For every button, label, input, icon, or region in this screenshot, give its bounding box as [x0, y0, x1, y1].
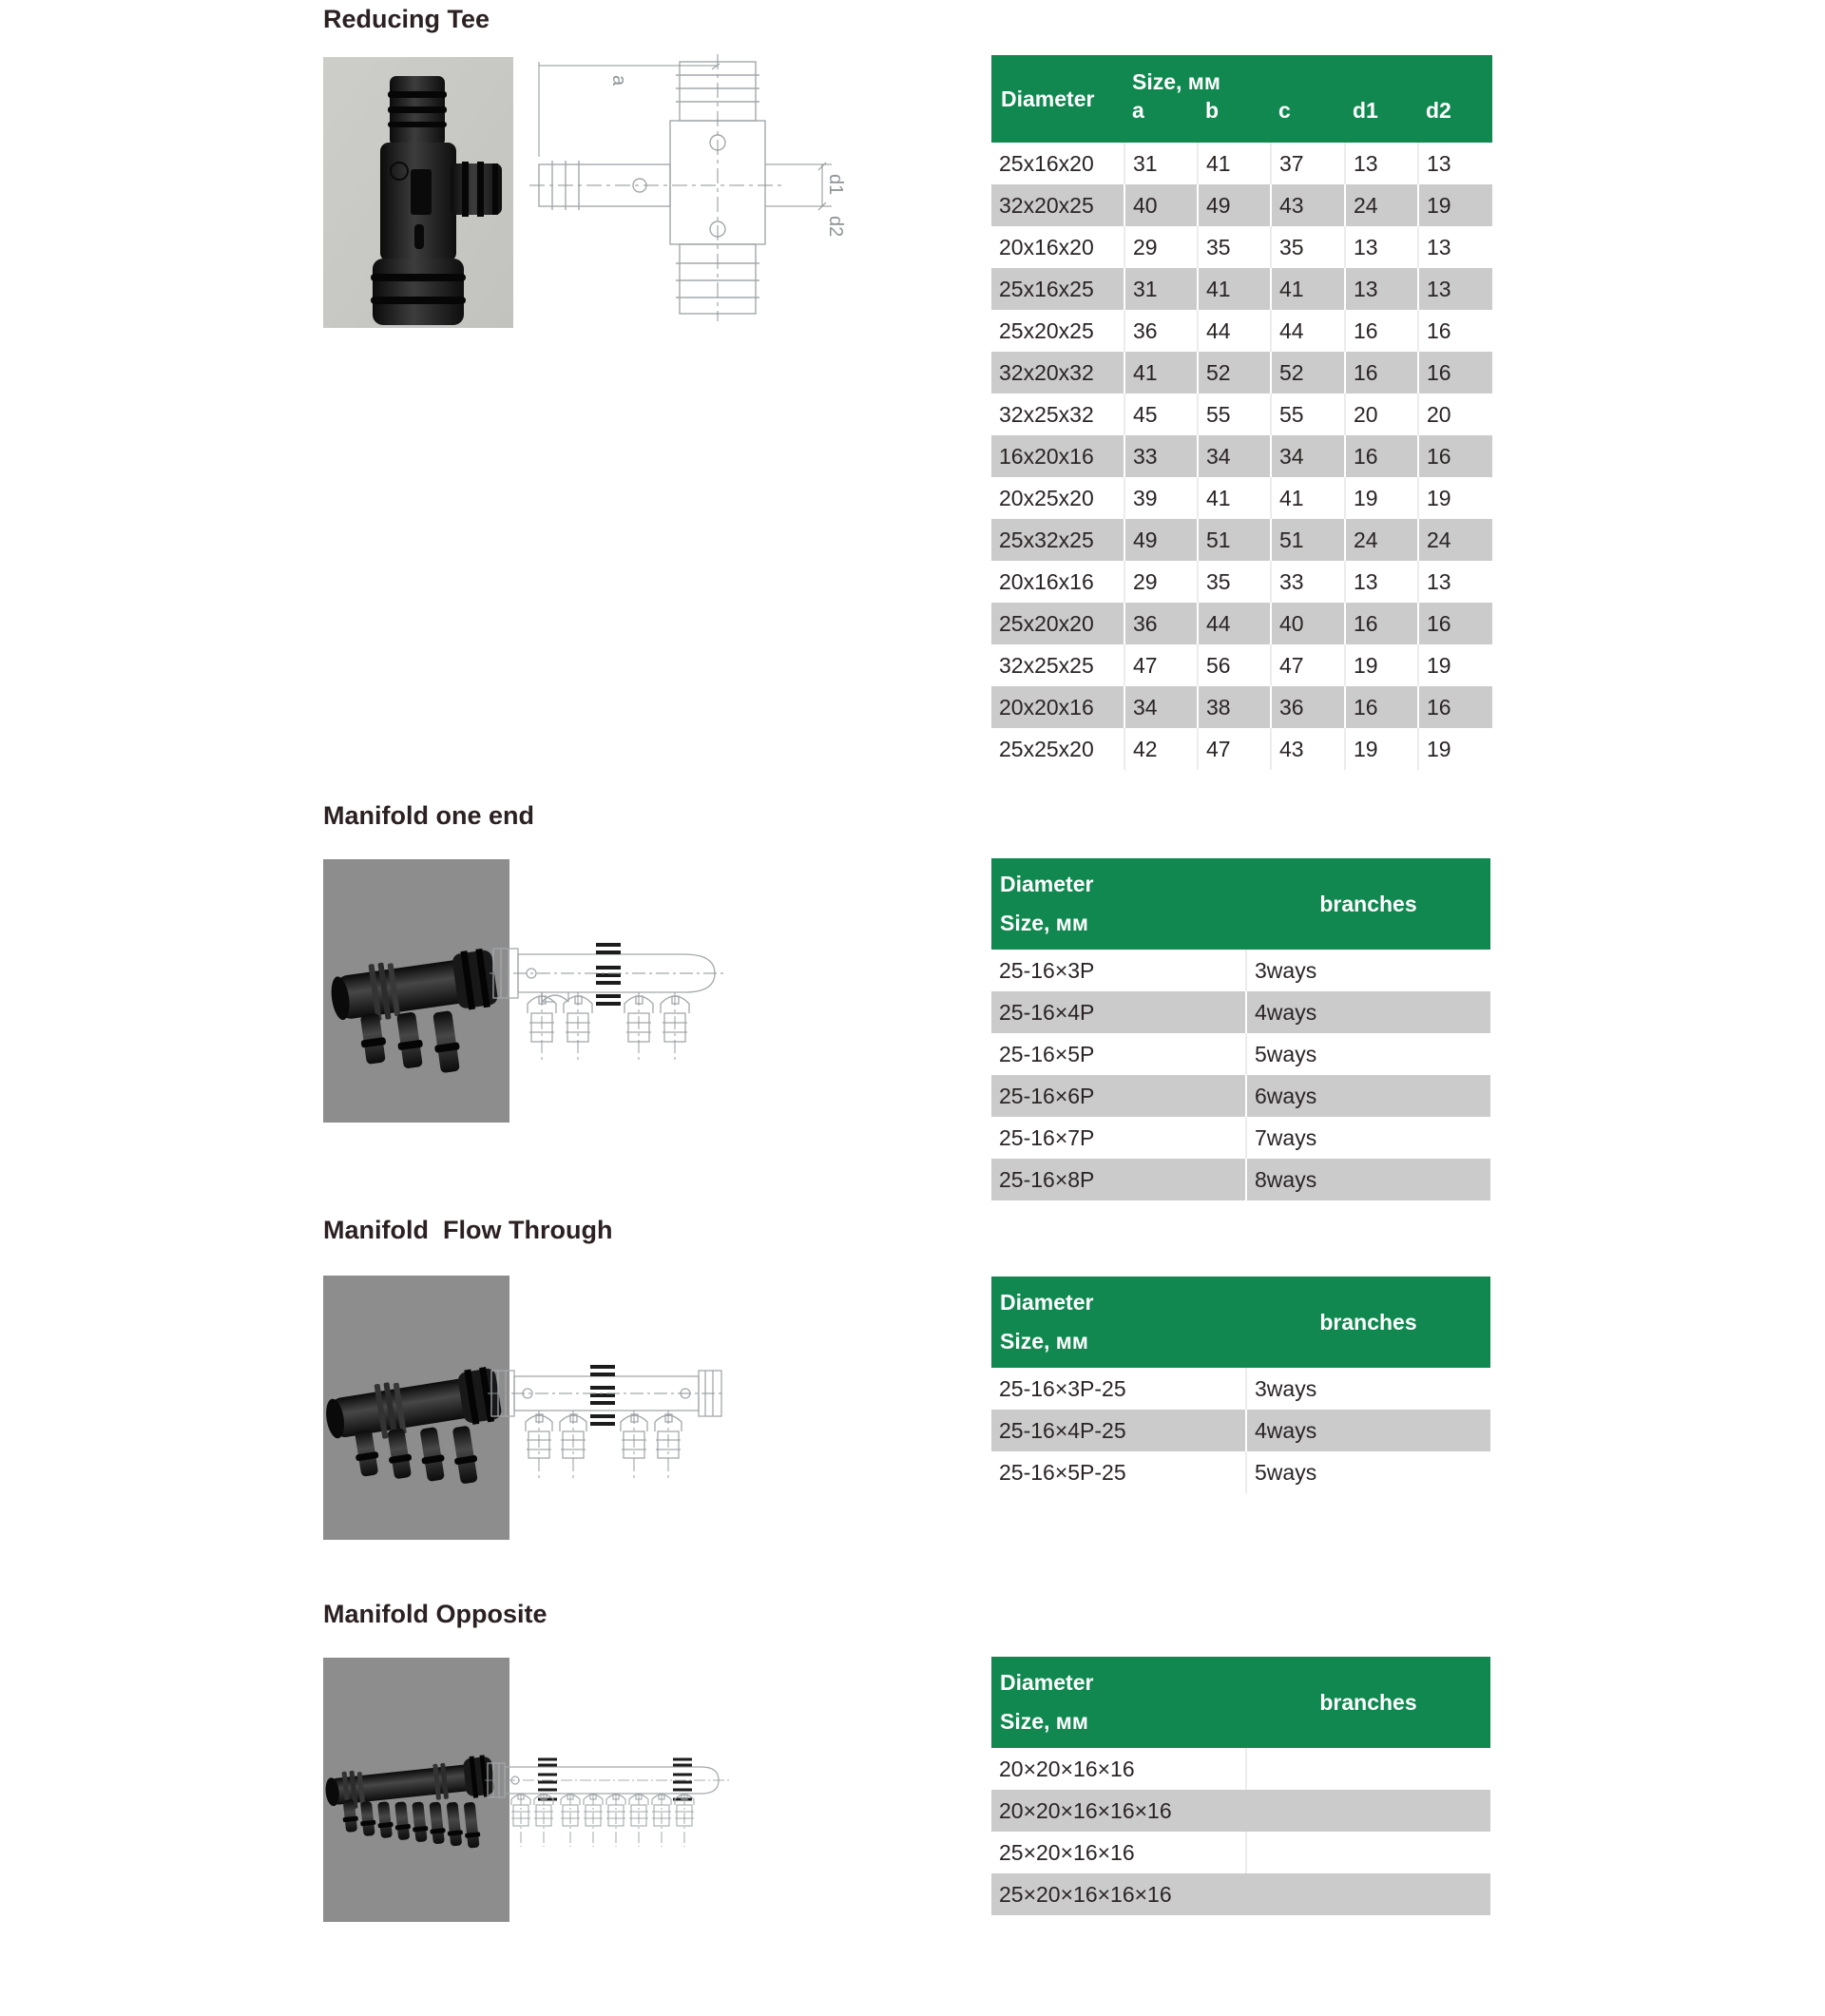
cell-diameter: 25x25x20: [991, 728, 1124, 770]
col-header-branches: branches: [1246, 1657, 1490, 1748]
table-row: [991, 435, 1492, 477]
cell-diameter: 20x25x20: [991, 477, 1124, 519]
table-row: [991, 1410, 1490, 1451]
cell-branches: 4ways: [1246, 1410, 1490, 1451]
manifold-one-end-photo-graphic: [323, 859, 509, 1123]
table-row: [991, 728, 1492, 770]
col-header-diameter-size: [991, 1277, 1246, 1368]
dim-label-a: a: [608, 75, 629, 86]
table-row: [991, 1832, 1490, 1873]
cell-d1: 20: [1345, 394, 1418, 435]
table-row: [991, 950, 1490, 991]
header-line-size: Size, мм: [1000, 1329, 1088, 1354]
cell-diameter: 25x16x20: [991, 143, 1124, 184]
product-photo-manifold-flow-through: [323, 1276, 509, 1540]
table-row: [991, 1451, 1490, 1493]
cell-diameter: 25-16×3P: [991, 950, 1246, 991]
header-line-size: Size, мм: [1000, 911, 1088, 935]
cell-a: 42: [1124, 728, 1198, 770]
cell-diameter: 32x25x25: [991, 644, 1124, 686]
cell-a: 31: [1124, 143, 1198, 184]
cell-d2: 16: [1418, 310, 1492, 352]
cell-d1: 19: [1345, 644, 1418, 686]
table-row: [991, 310, 1492, 352]
product-photo-manifold-one-end: [323, 859, 509, 1123]
cell-d2: 16: [1418, 352, 1492, 394]
col-header-c: c: [1271, 97, 1345, 143]
cell-c: 35: [1271, 226, 1345, 268]
col-header-diameter: Diameter: [991, 55, 1124, 143]
col-header-diameter-size: [991, 858, 1246, 950]
cell-c: 47: [1271, 644, 1345, 686]
cell-branches: 6ways: [1246, 1075, 1490, 1117]
table-row: [991, 1075, 1490, 1117]
cell-a: 40: [1124, 184, 1198, 226]
cell-diameter: 20x16x16: [991, 561, 1124, 603]
table-row: [991, 477, 1492, 519]
cell-a: 31: [1124, 268, 1198, 310]
cell-diameter: 25x20x20: [991, 603, 1124, 644]
section-title-manifold-flow-through: Manifold Flow Through: [323, 1216, 613, 1244]
cell-b: 41: [1198, 477, 1271, 519]
cell-d1: 24: [1345, 184, 1418, 226]
cell-c: 43: [1271, 728, 1345, 770]
col-header-branches: branches: [1246, 1277, 1490, 1368]
cell-b: 44: [1198, 310, 1271, 352]
header-line-diameter: Diameter: [1000, 1290, 1094, 1315]
technical-drawing-manifold-one-end: [490, 930, 727, 1080]
col-header-diameter-size: [991, 1657, 1246, 1748]
cell-c: 43: [1271, 184, 1345, 226]
technical-drawing-reducing-tee: [528, 52, 884, 323]
cell-branches: [1246, 1832, 1490, 1873]
cell-d2: 24: [1418, 519, 1492, 561]
cell-a: 33: [1124, 435, 1198, 477]
cell-b: 35: [1198, 561, 1271, 603]
cell-a: 45: [1124, 394, 1198, 435]
cell-branches: 7ways: [1246, 1117, 1490, 1159]
col-header-a: a: [1124, 97, 1198, 143]
cell-b: 49: [1198, 184, 1271, 226]
section-title-reducing-tee: Reducing Tee: [323, 5, 490, 33]
cell-d1: 16: [1345, 435, 1418, 477]
table-row: [991, 143, 1492, 184]
reducing-tee-table: [991, 55, 1492, 770]
table-row: [991, 686, 1492, 728]
col-header-d1: d1: [1345, 97, 1418, 143]
col-header-d2: d2: [1418, 97, 1492, 143]
cell-c: 37: [1271, 143, 1345, 184]
cell-d1: 16: [1345, 310, 1418, 352]
section-title-manifold-opposite: Manifold Opposite: [323, 1600, 548, 1628]
header-line-diameter: Diameter: [1000, 1670, 1094, 1695]
cell-d2: 13: [1418, 561, 1492, 603]
cell-b: 55: [1198, 394, 1271, 435]
cell-diameter: 20×20×16×16×16: [991, 1790, 1490, 1832]
cell-diameter: 25x32x25: [991, 519, 1124, 561]
cell-diameter: 20x20x16: [991, 686, 1124, 728]
cell-d2: 16: [1418, 603, 1492, 644]
cell-diameter: 25-16×4P-25: [991, 1410, 1246, 1451]
table-row: [991, 603, 1492, 644]
table-row: [991, 1117, 1490, 1159]
cell-b: 51: [1198, 519, 1271, 561]
cell-d2: 16: [1418, 435, 1492, 477]
cell-diameter: 16x20x16: [991, 435, 1124, 477]
cell-d2: 20: [1418, 394, 1492, 435]
cell-d1: 16: [1345, 352, 1418, 394]
cell-d1: 19: [1345, 477, 1418, 519]
col-header-size-group: Size, мм: [1124, 55, 1492, 97]
table-row: [991, 991, 1490, 1033]
cell-d1: 16: [1345, 603, 1418, 644]
table-header-row: [991, 1657, 1490, 1748]
manifold-flow-through-table: [991, 1277, 1490, 1493]
product-photo-reducing-tee: [323, 57, 513, 328]
header-line-size: Size, мм: [1000, 1709, 1088, 1734]
table-header-row: [991, 858, 1490, 950]
cell-branches: 5ways: [1246, 1033, 1490, 1075]
cell-branches: 3ways: [1246, 1368, 1490, 1410]
cell-a: 41: [1124, 352, 1198, 394]
cell-a: 29: [1124, 561, 1198, 603]
cell-diameter: 25×20×16×16: [991, 1832, 1246, 1873]
cell-c: 33: [1271, 561, 1345, 603]
cell-branches: 8ways: [1246, 1159, 1490, 1200]
cell-diameter: 20×20×16×16: [991, 1748, 1246, 1790]
dim-label-d1: d1: [825, 174, 846, 196]
manifold-opposite-drawing-graphic: [485, 1752, 734, 1854]
cell-c: 44: [1271, 310, 1345, 352]
technical-drawing-manifold-flow-through: [488, 1357, 725, 1490]
cell-diameter: 32x20x25: [991, 184, 1124, 226]
reducing-tee-photo-graphic: [323, 57, 513, 328]
table-header-row: [991, 1277, 1490, 1368]
col-header-b: b: [1198, 97, 1271, 143]
reducing-tee-drawing-graphic: [528, 52, 884, 323]
cell-b: 41: [1198, 143, 1271, 184]
table-row: [991, 394, 1492, 435]
table-row: [991, 1033, 1490, 1075]
col-header-branches: branches: [1246, 858, 1490, 950]
table-row: [991, 1873, 1490, 1915]
cell-d1: 13: [1345, 143, 1418, 184]
cell-b: 34: [1198, 435, 1271, 477]
cell-diameter: 25x20x25: [991, 310, 1124, 352]
section-title-manifold-one-end: Manifold one end: [323, 801, 534, 830]
cell-a: 36: [1124, 603, 1198, 644]
table-row: [991, 1790, 1490, 1832]
cell-d2: 19: [1418, 477, 1492, 519]
cell-diameter: 25×20×16×16×16: [991, 1873, 1490, 1915]
manifold-opposite-photo-graphic: [323, 1658, 509, 1922]
cell-d2: 19: [1418, 184, 1492, 226]
cell-diameter: 25-16×8P: [991, 1159, 1246, 1200]
cell-d2: 19: [1418, 644, 1492, 686]
cell-b: 56: [1198, 644, 1271, 686]
cell-diameter: 25-16×5P-25: [991, 1451, 1246, 1493]
cell-a: 29: [1124, 226, 1198, 268]
cell-a: 36: [1124, 310, 1198, 352]
table-row: [991, 1159, 1490, 1200]
cell-c: 51: [1271, 519, 1345, 561]
table-row: [991, 352, 1492, 394]
table-row: [991, 644, 1492, 686]
cell-b: 52: [1198, 352, 1271, 394]
dim-label-d2: d2: [825, 216, 846, 238]
cell-a: 39: [1124, 477, 1198, 519]
table-header-row: [991, 55, 1492, 97]
cell-diameter: 25-16×6P: [991, 1075, 1246, 1117]
cell-diameter: 25-16×3P-25: [991, 1368, 1246, 1410]
cell-d1: 24: [1345, 519, 1418, 561]
cell-c: 34: [1271, 435, 1345, 477]
cell-d1: 19: [1345, 728, 1418, 770]
cell-diameter: 32x20x32: [991, 352, 1124, 394]
table-row: [991, 226, 1492, 268]
cell-d1: 13: [1345, 226, 1418, 268]
cell-diameter: 25-16×5P: [991, 1033, 1246, 1075]
cell-branches: 5ways: [1246, 1451, 1490, 1493]
cell-d1: 13: [1345, 268, 1418, 310]
header-line-diameter: Diameter: [1000, 872, 1094, 896]
cell-branches: 3ways: [1246, 950, 1490, 991]
manifold-flow-through-photo-graphic: [323, 1276, 509, 1540]
cell-diameter: 25x16x25: [991, 268, 1124, 310]
cell-a: 47: [1124, 644, 1198, 686]
cell-diameter: 32x25x32: [991, 394, 1124, 435]
cell-b: 41: [1198, 268, 1271, 310]
table-row: [991, 1368, 1490, 1410]
table-row: [991, 519, 1492, 561]
manifold-one-end-table: [991, 858, 1490, 1200]
cell-a: 34: [1124, 686, 1198, 728]
cell-diameter: 25-16×7P: [991, 1117, 1246, 1159]
table-row: [991, 561, 1492, 603]
table-row: [991, 1748, 1490, 1790]
cell-c: 41: [1271, 477, 1345, 519]
technical-drawing-manifold-opposite: [485, 1752, 734, 1854]
manifold-one-end-drawing-graphic: [490, 930, 727, 1080]
manifold-flow-through-drawing-graphic: [488, 1357, 725, 1490]
cell-c: 55: [1271, 394, 1345, 435]
cell-c: 52: [1271, 352, 1345, 394]
cell-diameter: 20x16x20: [991, 226, 1124, 268]
cell-b: 35: [1198, 226, 1271, 268]
cell-b: 44: [1198, 603, 1271, 644]
cell-c: 40: [1271, 603, 1345, 644]
cell-branches: [1246, 1748, 1490, 1790]
cell-d1: 13: [1345, 561, 1418, 603]
table-row: [991, 184, 1492, 226]
cell-c: 36: [1271, 686, 1345, 728]
product-photo-manifold-opposite: [323, 1658, 509, 1922]
cell-d1: 16: [1345, 686, 1418, 728]
cell-diameter: 25-16×4P: [991, 991, 1246, 1033]
cell-d2: 16: [1418, 686, 1492, 728]
cell-a: 49: [1124, 519, 1198, 561]
cell-c: 41: [1271, 268, 1345, 310]
cell-d2: 19: [1418, 728, 1492, 770]
cell-d2: 13: [1418, 226, 1492, 268]
table-row: [991, 268, 1492, 310]
cell-d2: 13: [1418, 143, 1492, 184]
cell-d2: 13: [1418, 268, 1492, 310]
cell-branches: 4ways: [1246, 991, 1490, 1033]
manifold-opposite-table: [991, 1657, 1490, 1915]
cell-b: 47: [1198, 728, 1271, 770]
cell-b: 38: [1198, 686, 1271, 728]
